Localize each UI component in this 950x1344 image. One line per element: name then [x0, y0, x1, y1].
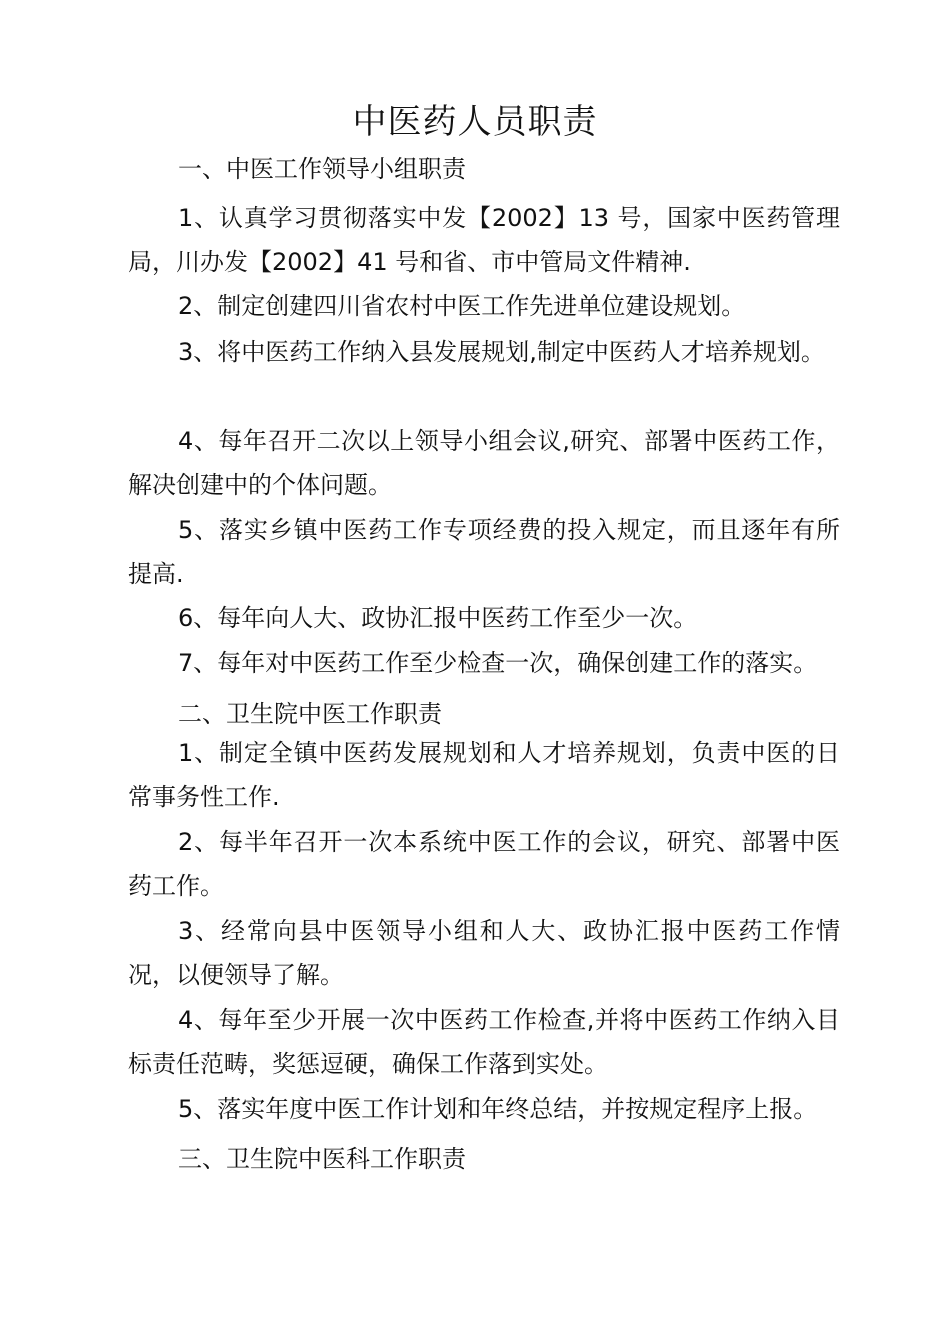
section1-item-1: 1、认真学习贯彻落实中发【2002】13 号，国家中医药管理局，川办发【2002】41 号和省、市中管局文件精神. — [128, 204, 840, 276]
section1-item-4: 4、每年召开二次以上领导小组会议,研究、部署中医药工作，解决创建中的个体问题。 — [128, 427, 840, 499]
section2-item-1: 1、制定全镇中医药发展规划和人才培养规划，负责中医的日常事务性工作. — [128, 739, 840, 811]
document-title: 中医药人员职责 — [352, 102, 598, 142]
section2-item-3: 3、经常向县中医领导小组和人大、政协汇报中医药工作情况，以便领导了解。 — [128, 917, 840, 989]
section1-item-7: 7、每年对中医药工作至少检查一次，确保创建工作的落实。 — [178, 649, 818, 677]
section2-item-5: 5、落实年度中医工作计划和年终总结，并按规定程序上报。 — [178, 1095, 818, 1123]
section-heading-1: 一、中医工作领导小组职责 — [178, 155, 466, 183]
section2-item-4: 4、每年至少开展一次中医药工作检查,并将中医药工作纳入目标责任范畴，奖惩逗硬，确保工作落到实处。 — [128, 1006, 840, 1078]
section-heading-2: 二、卫生院中医工作职责 — [178, 700, 442, 728]
section-heading-3: 三、卫生院中医科工作职责 — [178, 1145, 466, 1173]
section1-item-5: 5、落实乡镇中医药工作专项经费的投入规定，而且逐年有所提高. — [128, 516, 840, 588]
section1-item-2: 2、制定创建四川省农村中医工作先进单位建设规划。 — [178, 292, 746, 320]
section1-item-3: 3、将中医药工作纳入县发展规划,制定中医药人才培养规划。 — [178, 338, 825, 366]
section2-item-2: 2、每半年召开一次本系统中医工作的会议，研究、部署中医药工作。 — [128, 828, 840, 900]
section1-item-6: 6、每年向人大、政协汇报中医药工作至少一次。 — [178, 604, 698, 632]
